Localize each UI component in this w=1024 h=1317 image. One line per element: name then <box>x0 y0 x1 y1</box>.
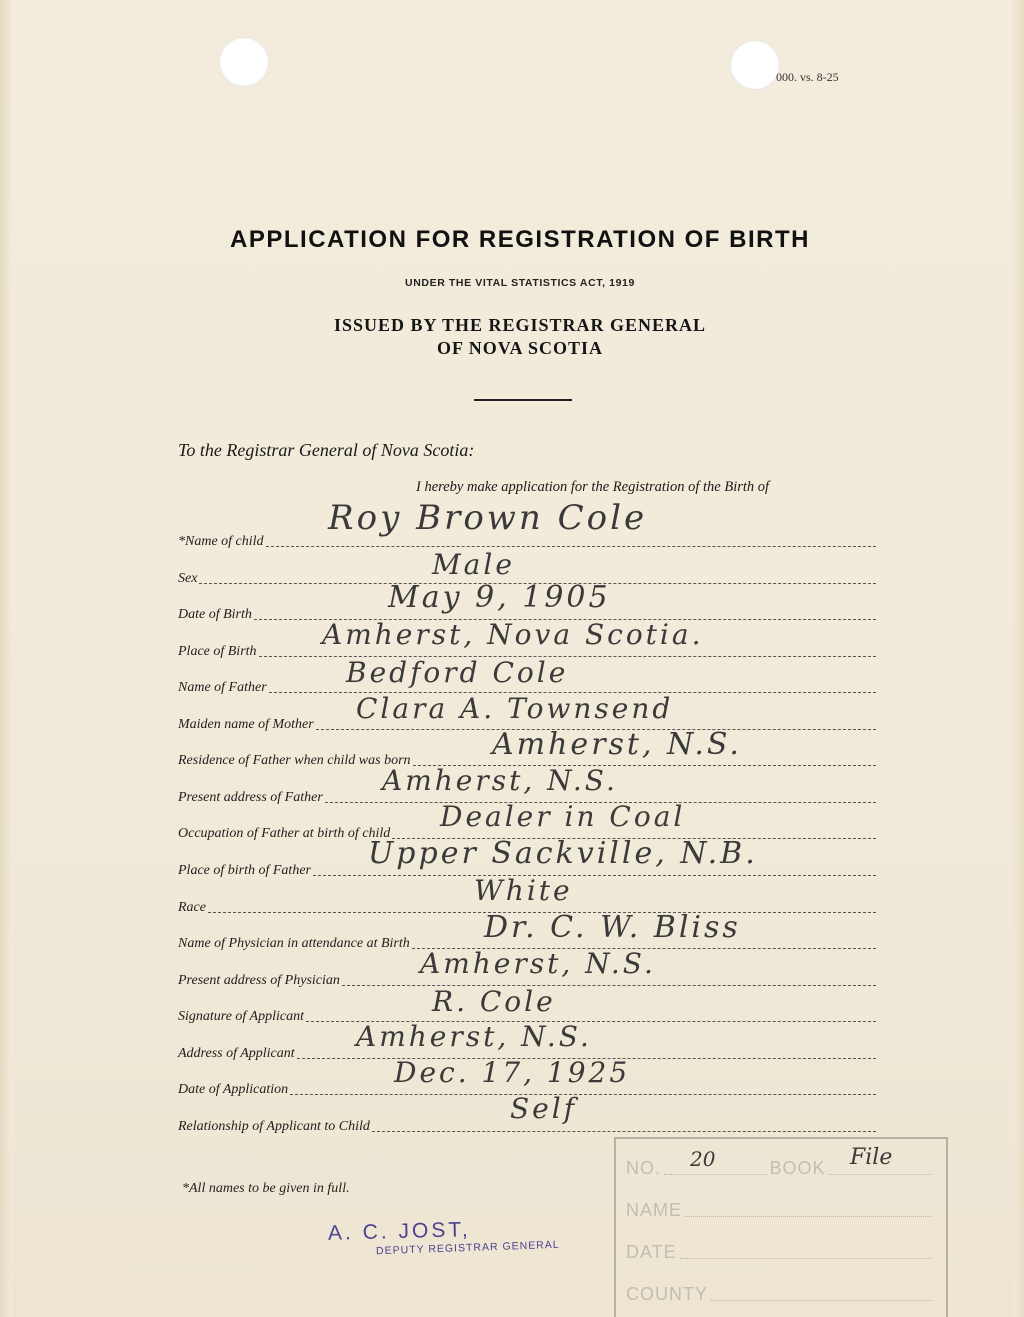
file-box-book-label: BOOK <box>769 1158 826 1178</box>
field-label: *Name of child <box>178 534 264 549</box>
field-value-physician-address: Amherst, N.S. <box>420 947 656 980</box>
file-box-no-label: NO. <box>626 1158 662 1178</box>
file-box <box>614 1137 948 1317</box>
file-box-county-label: COUNTY <box>626 1284 708 1304</box>
field-label: Address of Applicant <box>178 1046 295 1061</box>
file-box-line <box>680 1257 932 1259</box>
document-subtitle: UNDER THE VITAL STATISTICS ACT, 1919 <box>405 277 635 289</box>
document-title: APPLICATION FOR REGISTRATION OF BIRTH <box>230 226 810 253</box>
field-label: Date of Application <box>178 1082 289 1097</box>
field-value-date-of-birth: May 9, 1905 <box>388 580 611 615</box>
field-value-place-of-birth-of-father: Upper Sackville, N.B. <box>368 836 758 871</box>
field-label: Present address of Father <box>178 790 323 805</box>
field-value-maiden-name-of-mother: Clara A. Townsend <box>356 692 674 725</box>
field-value-date-of-application: Dec. 17, 1925 <box>394 1056 631 1089</box>
field-label: Sex <box>178 571 198 586</box>
field-label: Date of Birth <box>178 607 252 622</box>
field-value-name-of-father: Bedford Cole <box>346 656 569 689</box>
stamp-name: A. C. JOST, <box>327 1218 471 1245</box>
intro-text: I hereby make application for the Registration of the Birth of <box>416 479 770 495</box>
issuer-line-1: ISSUED BY THE REGISTRAR GENERAL <box>333 315 707 335</box>
field-value-address-of-applicant: Amherst, N.S. <box>356 1020 592 1053</box>
file-box-book-value: File <box>850 1145 893 1170</box>
stamp-title: DEPUTY REGISTRAR GENERAL <box>375 1238 560 1258</box>
file-box-no-value: 20 <box>690 1147 716 1171</box>
paper-edge-right <box>1012 0 1024 1317</box>
paper-edge-left <box>0 0 12 1317</box>
salutation: To the Registrar General of Nova Scotia: <box>178 440 475 460</box>
field-label: Name of Father <box>178 680 267 695</box>
field-value-race: White <box>474 874 573 907</box>
field-line <box>266 545 876 547</box>
field-value-sex: Male <box>432 548 515 581</box>
field-label: Race <box>178 900 206 915</box>
field-line <box>290 1093 876 1095</box>
field-label: Present address of Physician <box>178 973 340 988</box>
form-number: 000. vs. 8-25 <box>776 70 839 84</box>
field-label: Signature of Applicant <box>178 1009 304 1024</box>
field-value-signature-of-applicant: R. Cole <box>432 985 556 1018</box>
punch-hole-left <box>219 37 269 87</box>
field-value-relationship-to-child: Self <box>510 1092 578 1125</box>
footnote: *All names to be given in full. <box>182 1181 350 1196</box>
punch-hole-right <box>730 40 780 90</box>
field-value-name-of-child: Roy Brown Cole <box>328 498 648 538</box>
field-label: Residence of Father when child was born <box>178 753 411 768</box>
field-value-residence-of-father: Amherst, N.S. <box>492 727 742 762</box>
field-value-physician-name: Dr. C. W. Bliss <box>484 910 741 945</box>
field-line <box>313 874 876 876</box>
field-label: Maiden name of Mother <box>178 717 314 732</box>
file-box-name-label: NAME <box>626 1200 683 1220</box>
field-line <box>342 984 876 986</box>
field-label: Occupation of Father at birth of child <box>178 826 391 841</box>
title-divider <box>474 399 572 401</box>
field-label: Place of Birth <box>178 644 257 659</box>
file-box-row-date <box>626 1239 934 1263</box>
field-value-occupation-of-father: Dealer in Coal <box>440 800 686 833</box>
file-box-line <box>829 1173 932 1175</box>
file-box-line <box>685 1215 932 1217</box>
issuer-line-2: OF NOVA SCOTIA <box>436 338 604 358</box>
issuer <box>150 314 890 360</box>
field-value-place-of-birth: Amherst, Nova Scotia. <box>322 618 704 651</box>
file-box-line <box>664 1173 767 1175</box>
field-label: Relationship of Applicant to Child <box>178 1119 370 1134</box>
field-label: Place of birth of Father <box>178 863 311 878</box>
file-box-line <box>711 1299 932 1301</box>
field-value-present-address-of-father: Amherst, N.S. <box>382 764 618 797</box>
file-box-date-label: DATE <box>626 1242 677 1262</box>
file-box-row-name <box>626 1197 934 1221</box>
field-label: Name of Physician in attendance at Birth <box>178 936 410 951</box>
file-box-row-county <box>626 1281 934 1305</box>
field-line <box>372 1130 876 1132</box>
